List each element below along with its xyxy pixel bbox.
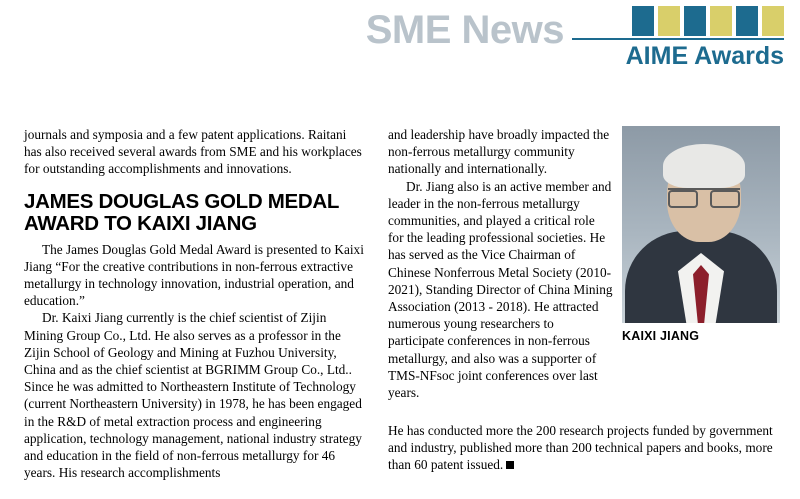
left-paragraph-1: The James Douglas Gold Medal Award is presented to Kaixi Jiang “For the creative contributions in non-ferrous extractive metallurgy in technology innovation, industrial operation, and education.” [24,241,364,309]
swatch-5 [736,6,758,36]
swatch-2 [658,6,680,36]
photo-hair [663,144,745,188]
page-title: JAMES DOUGLAS GOLD MEDAL AWARD TO KAIXI JIANG [24,189,339,235]
section-title: AIME Awards [625,42,784,70]
right-paragraph-3: He has conducted more the 200 research projects funded by government and industry, published more than 200 technical papers and books, more than 60 patent issued. [388,423,773,473]
masthead-divider [572,38,784,40]
right-column [388,126,613,401]
masthead [0,0,800,84]
right-paragraph-2: Dr. Jiang also is an active member and leader in the non-ferrous metallurgy communities, and played a critical role for the leading professional societies. He has served as the Vice Chairman of Chinese Nonferrous Metal Society (2010-2021), Standing Director of China Mining Association (2013 - 2018). He attracted numerous young researchers to participate conferences in non-ferrous metallurgy, and also was a supporter of TMS-NFsoc joint conferences over last years. [388,178,613,401]
swatch-4 [710,6,732,36]
glasses-icon [668,188,740,204]
photo-block [622,126,780,343]
left-column [24,126,366,481]
closing-paragraph-container [388,422,780,474]
lead-paragraph: journals and symposia and a few patent applications. Raitani has also received several awards from SME and his workplaces for outstanding accomplishments and innovations. [24,127,362,177]
masthead-color-swatches [632,6,784,36]
swatch-6 [762,6,784,36]
right-paragraph-1: and leadership have broadly impacted the non-ferrous metallurgy community nationally and internationally. [388,127,610,177]
portrait-photo [622,126,780,323]
end-mark-icon [506,461,514,469]
swatch-1 [632,6,654,36]
photo-caption: KAIXI JIANG [622,329,700,343]
left-paragraph-2: Dr. Kaixi Jiang currently is the chief scientist of Zijin Mining Group Co., Ltd. He also serves as a professor in the Zijin School of Geology and Mining at Fuzhou University, China and as the chief scientist at BGRIMM Group Co., Ltd.. Since he was admitted to Northeastern Institute of Technology (current Northeastern University) in 1978, he has been engaged in the R&D of metal extraction process and engineering application, technology management, national industry strategy and education in the field of non-ferrous metallurgy for 46 years. His research accomplishments [24,310,362,481]
publication-title: SME News [365,8,564,52]
swatch-3 [684,6,706,36]
